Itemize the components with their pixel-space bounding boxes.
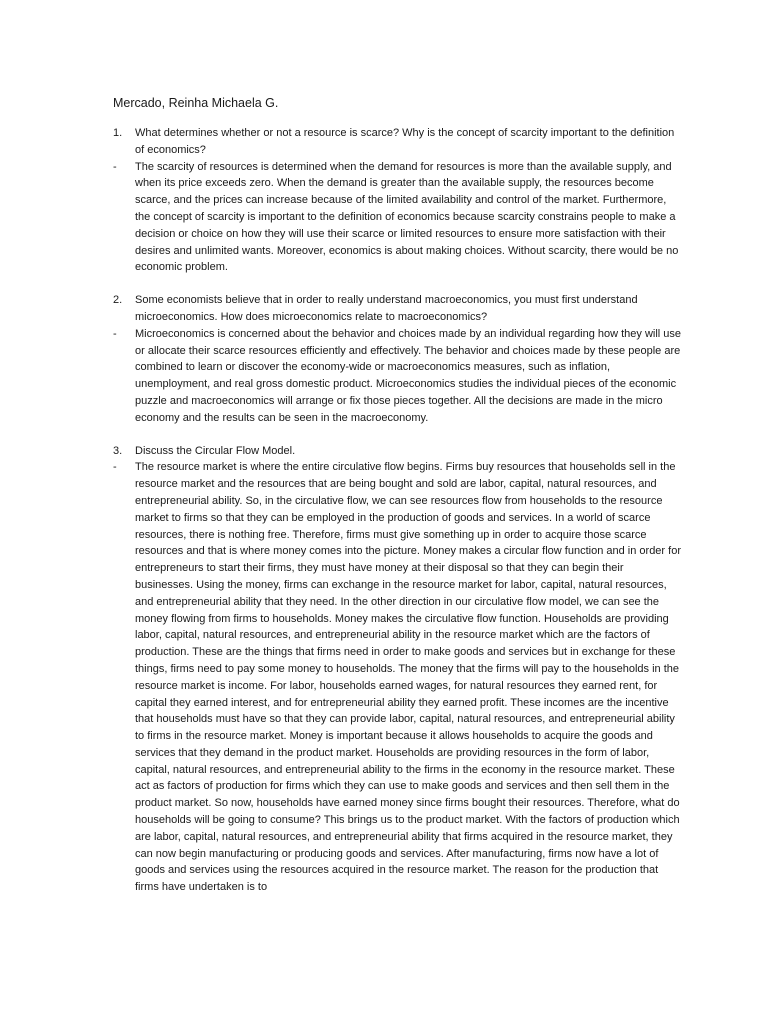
answer-text: The scarcity of resources is determined when the demand for resources is more than the available supply, and when its price exceeds zero. When the demand is greater than the available supply, the resources become scarce, and the prices can increase because of the limited availability and control of the market. Furthermore, the concept of scarcity is important to the definition of economics because scarcity constrains people to make a decision or choice on how they will use their scarce or limited resources to ensure more satisfaction with their desires and unlimited wants. Moreover, economics is about making choices. Without scarcity, there would be no economic problem. (135, 160, 679, 274)
question-number: 2. (113, 294, 123, 307)
answer-dash: - (113, 160, 117, 173)
answer-text: The resource market is where the entire circulative flow begins. Firms buy resources that households sell in the resource market and the resources that are being bought and sold are labor, capital, natural resources, and entrepreneurial ability. So, in the circulative flow, we can see resources flow from households to the resource market to firms so that they can be employed in the production of goods and services. In a world of scarce resources, there is nothing free. Therefore, firms must give something up in order to acquire those scarce resources and that is where money comes into the picture. Money makes a circular flow function and in order for entrepreneurs to start their firms, they must have money at their disposal so that they can begin their businesses. Using the money, firms can exchange in the resource market for labor, capital, natural resources, and entrepreneurial ability that they need. In the other direction in our circulative flow model, we can see the money flowing from firms to households. Money makes the circulative flow function. Households are providing labor, capital, natural resources, and entrepreneurial ability in the resource market which are the factors of production. These are the things that firms need in order to make goods and services but in exchange for these things, firms need to pay some money to households. The money that the firms will pay to the households in the resource market is income. For labor, households earned wages, for natural resources they earned rent, for capital they earned interest, and for entrepreneurial ability they earned profit. These incomes are the incentive that households must have so that they can provide labor, capital, natural resources, and entrepreneurial ability to firms in the resource market. Money is important because it allows households to acquire the goods and services that they demand in the product market. Households are providing resources in the form of labor, capital, natural resources, and entrepreneurial ability to the firms in the economy in the resource market. These act as factors of production for firms which they can use to make goods and services and then sell them in the product market. So now, households have earned money since firms bought their resources. Therefore, what do households will be going to consume? This brings us to the product market. With the factors of production which are labor, capital, natural resources, and entrepreneurial ability that firms acquired in the resource market, they can now begin manufacturing or producing goods and services. After manufacturing, firms now have a lot of goods and services using the resources acquired in the resource market. The reason for the production that firms have undertaken is to (135, 461, 681, 894)
author-name: Mercado, Reinha Michaela G. (113, 96, 279, 110)
question-text: Discuss the Circular Flow Model. (135, 444, 296, 457)
answer-dash: - (113, 461, 117, 474)
answer-text: Microeconomics is concerned about the behavior and choices made by an individual regarding how they will use or allocate their scarce resources efficiently and effectively. The behavior and choices made by these people are combined to learn or discover the economy-wide or macroeconomics measures, such as inflation, unemployment, and real gross domestic product. Microeconomics studies the individual pieces of the economic puzzle and macroeconomics will arrange or fix those pieces together. All the decisions are made in the micro economy and the results can be seen in the macroeconomy. (135, 327, 682, 424)
question-text: What determines whether or not a resource is scarce? Why is the concept of scarcity important to the definition of economics? (135, 127, 675, 156)
question-item-2 (113, 292, 682, 426)
question-number: 3. (113, 444, 123, 457)
question-item-1 (113, 125, 682, 276)
question-number: 1. (113, 127, 123, 139)
answer-dash: - (113, 327, 117, 340)
question-text: Some economists believe that in order to really understand macroeconomics, you must first understand microeconomics. How does microeconomics relate to macroeconomics? (135, 294, 638, 323)
question-item-3 (113, 443, 682, 897)
